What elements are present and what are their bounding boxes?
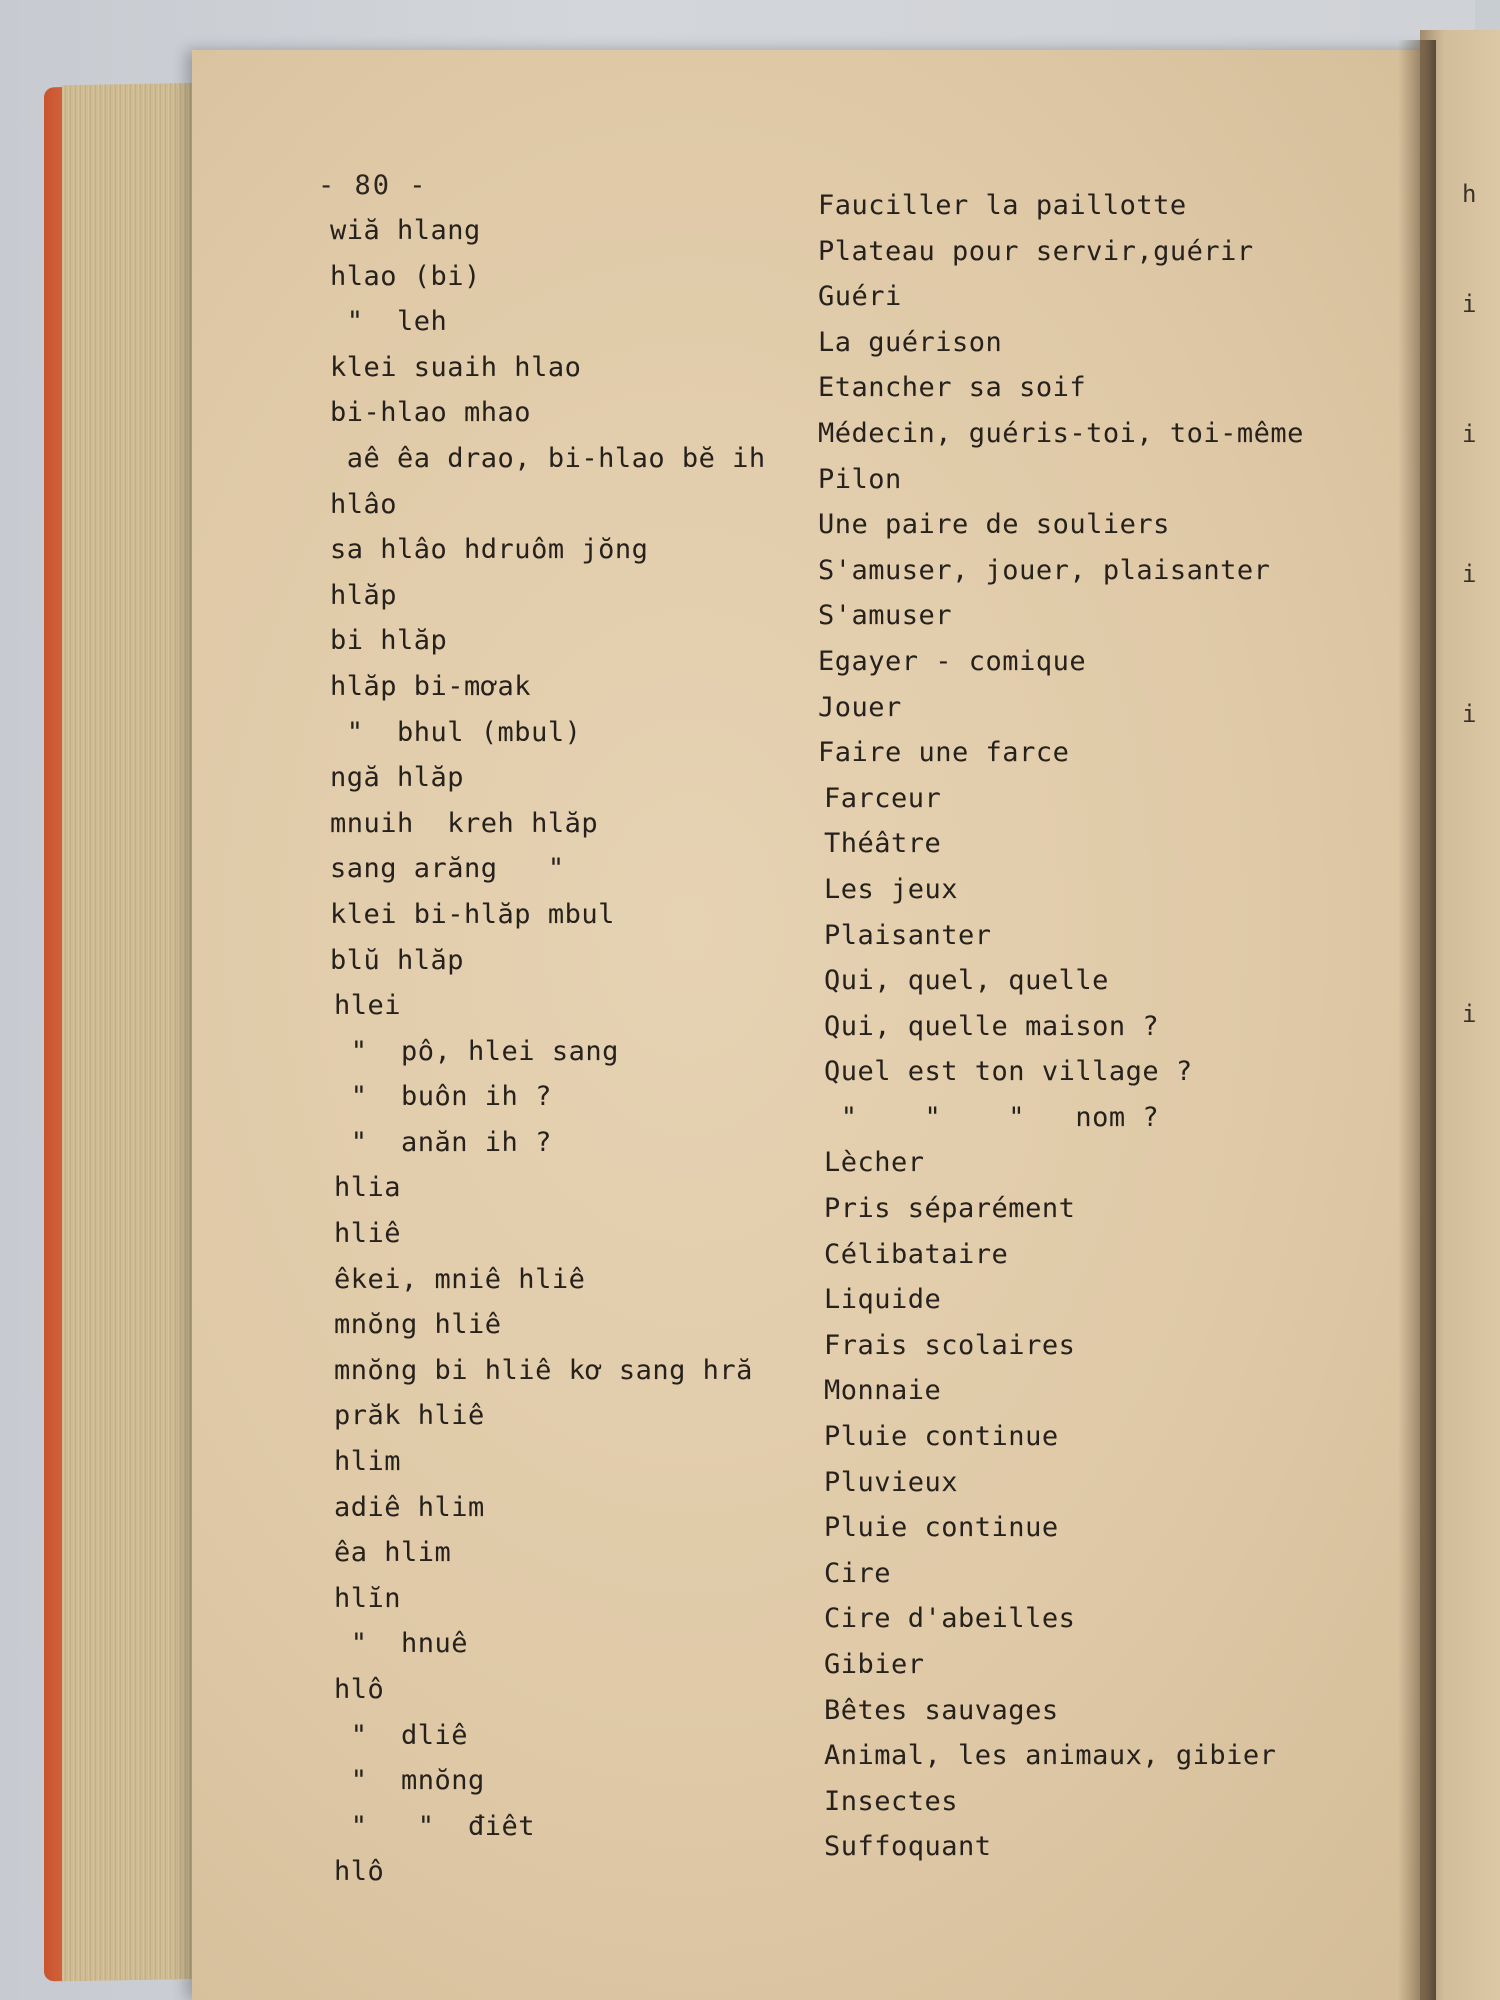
french-translation: Jouer bbox=[818, 691, 902, 723]
rhade-term: " mnŏng bbox=[334, 1765, 485, 1797]
rhade-term: " pô, hlei sang bbox=[334, 1035, 619, 1067]
french-translation: Monnaie bbox=[824, 1375, 942, 1407]
french-translation: La guérison bbox=[818, 326, 1003, 358]
rhade-term: hlăp bi-mơak bbox=[330, 670, 532, 702]
french-translation: Egayer - comique bbox=[818, 645, 1087, 677]
facing-page-letter: i bbox=[1462, 700, 1477, 728]
rhade-term: " bhul (mbul) bbox=[330, 716, 582, 748]
rhade-terms-column bbox=[330, 208, 766, 1895]
french-translation: Pluie continue bbox=[824, 1512, 1059, 1544]
rhade-term: " dliê bbox=[334, 1719, 469, 1751]
french-translation: Pluvieux bbox=[824, 1466, 959, 1498]
rhade-term: ngă hlăp bbox=[330, 762, 465, 794]
rhade-term: klei suaih hlao bbox=[330, 351, 582, 383]
rhade-term: hlâo bbox=[330, 488, 398, 520]
rhade-term: klei bi-hlăp mbul bbox=[330, 898, 615, 930]
rhade-term: aê êa drao, bi-hlao bĕ ih bbox=[330, 442, 766, 474]
rhade-term: prăk hliê bbox=[334, 1400, 485, 1432]
french-translation: Qui, quel, quelle bbox=[824, 965, 1109, 997]
rhade-term: sang arăng " bbox=[330, 853, 565, 885]
rhade-term: " anăn ih ? bbox=[334, 1126, 552, 1158]
french-translation: Fauciller la paillotte bbox=[818, 190, 1187, 221]
french-translation: Cire d'abeilles bbox=[824, 1603, 1076, 1635]
rhade-term: hlao (bi) bbox=[330, 260, 481, 292]
rhade-term: " " điêt bbox=[334, 1810, 536, 1842]
page-gutter-shadow bbox=[1398, 40, 1436, 2000]
rhade-term: mnuih kreh hlăp bbox=[330, 807, 599, 839]
rhade-term: blŭ hlăp bbox=[330, 944, 465, 976]
french-translation: Bêtes sauvages bbox=[824, 1694, 1059, 1726]
rhade-term: " hnuê bbox=[334, 1628, 469, 1660]
french-translation: Théâtre bbox=[824, 828, 942, 860]
french-translation: Cire bbox=[824, 1557, 892, 1589]
french-translation: Insectes bbox=[824, 1785, 959, 1817]
french-translation: Plateau pour servir,guérir bbox=[818, 235, 1254, 267]
french-translation: Qui, quelle maison ? bbox=[824, 1010, 1160, 1042]
page-edges bbox=[62, 83, 202, 1981]
french-translation: Etancher sa soif bbox=[818, 372, 1087, 404]
french-translation: Quel est ton village ? bbox=[824, 1056, 1193, 1088]
rhade-term: bi-hlao mhao bbox=[330, 397, 532, 429]
rhade-term: hlim bbox=[334, 1446, 402, 1478]
rhade-term: hlei bbox=[334, 990, 402, 1022]
french-translation: Lècher bbox=[824, 1147, 925, 1179]
french-translation: Pluie continue bbox=[824, 1421, 1059, 1453]
french-translation: Médecin, guéris-toi, toi-même bbox=[818, 417, 1304, 449]
rhade-term: hlia bbox=[334, 1172, 402, 1204]
rhade-term: adiê hlim bbox=[334, 1491, 485, 1523]
french-translation: Animal, les animaux, gibier bbox=[824, 1740, 1277, 1772]
rhade-term: êa hlim bbox=[334, 1537, 452, 1569]
rhade-term: " buôn ih ? bbox=[334, 1081, 552, 1113]
rhade-term: hlô bbox=[334, 1674, 385, 1705]
french-translation: S'amuser, jouer, plaisanter bbox=[818, 554, 1271, 586]
french-translation: Gibier bbox=[824, 1649, 925, 1680]
french-translation: Pilon bbox=[818, 463, 902, 495]
rhade-term: " leh bbox=[330, 306, 448, 338]
french-translation: Faire une farce bbox=[818, 737, 1070, 769]
facing-page-letter: i bbox=[1462, 1000, 1477, 1028]
facing-page-letter: i bbox=[1462, 560, 1477, 588]
french-translation: Suffoquant bbox=[824, 1831, 992, 1863]
page-number: - 80 - bbox=[318, 170, 428, 201]
rhade-term: hlăp bbox=[330, 579, 398, 611]
facing-page-letter: h bbox=[1462, 180, 1477, 208]
rhade-term: hlô bbox=[334, 1856, 385, 1888]
rhade-term: hliê bbox=[334, 1218, 402, 1250]
rhade-term: hlĭn bbox=[334, 1582, 402, 1614]
rhade-term: mnŏng bi hliê kơ sang hră bbox=[334, 1354, 753, 1386]
french-translations-column bbox=[818, 183, 1304, 1870]
facing-page-letter: i bbox=[1462, 420, 1477, 448]
french-translation: Une paire de souliers bbox=[818, 509, 1170, 541]
french-translation: Frais scolaires bbox=[824, 1329, 1076, 1361]
french-translation: S'amuser bbox=[818, 600, 953, 632]
french-translation: Les jeux bbox=[824, 873, 959, 905]
french-translation: Plaisanter bbox=[824, 919, 992, 951]
french-translation: Farceur bbox=[824, 782, 942, 814]
rhade-term: mnŏng hliê bbox=[334, 1309, 502, 1341]
rhade-term: êkei, mniê hliê bbox=[334, 1263, 586, 1295]
french-translation: " " " nom ? bbox=[824, 1101, 1160, 1133]
rhade-term: wiă hlang bbox=[330, 215, 481, 246]
french-translation: Célibataire bbox=[824, 1238, 1009, 1270]
rhade-term: bi hlăp bbox=[330, 625, 448, 657]
rhade-term: sa hlâo hdruôm jŏng bbox=[330, 534, 649, 566]
french-translation: Pris séparément bbox=[824, 1193, 1076, 1225]
french-translation: Guéri bbox=[818, 281, 902, 313]
facing-page-letter: i bbox=[1462, 290, 1477, 318]
french-translation: Liquide bbox=[824, 1284, 942, 1316]
